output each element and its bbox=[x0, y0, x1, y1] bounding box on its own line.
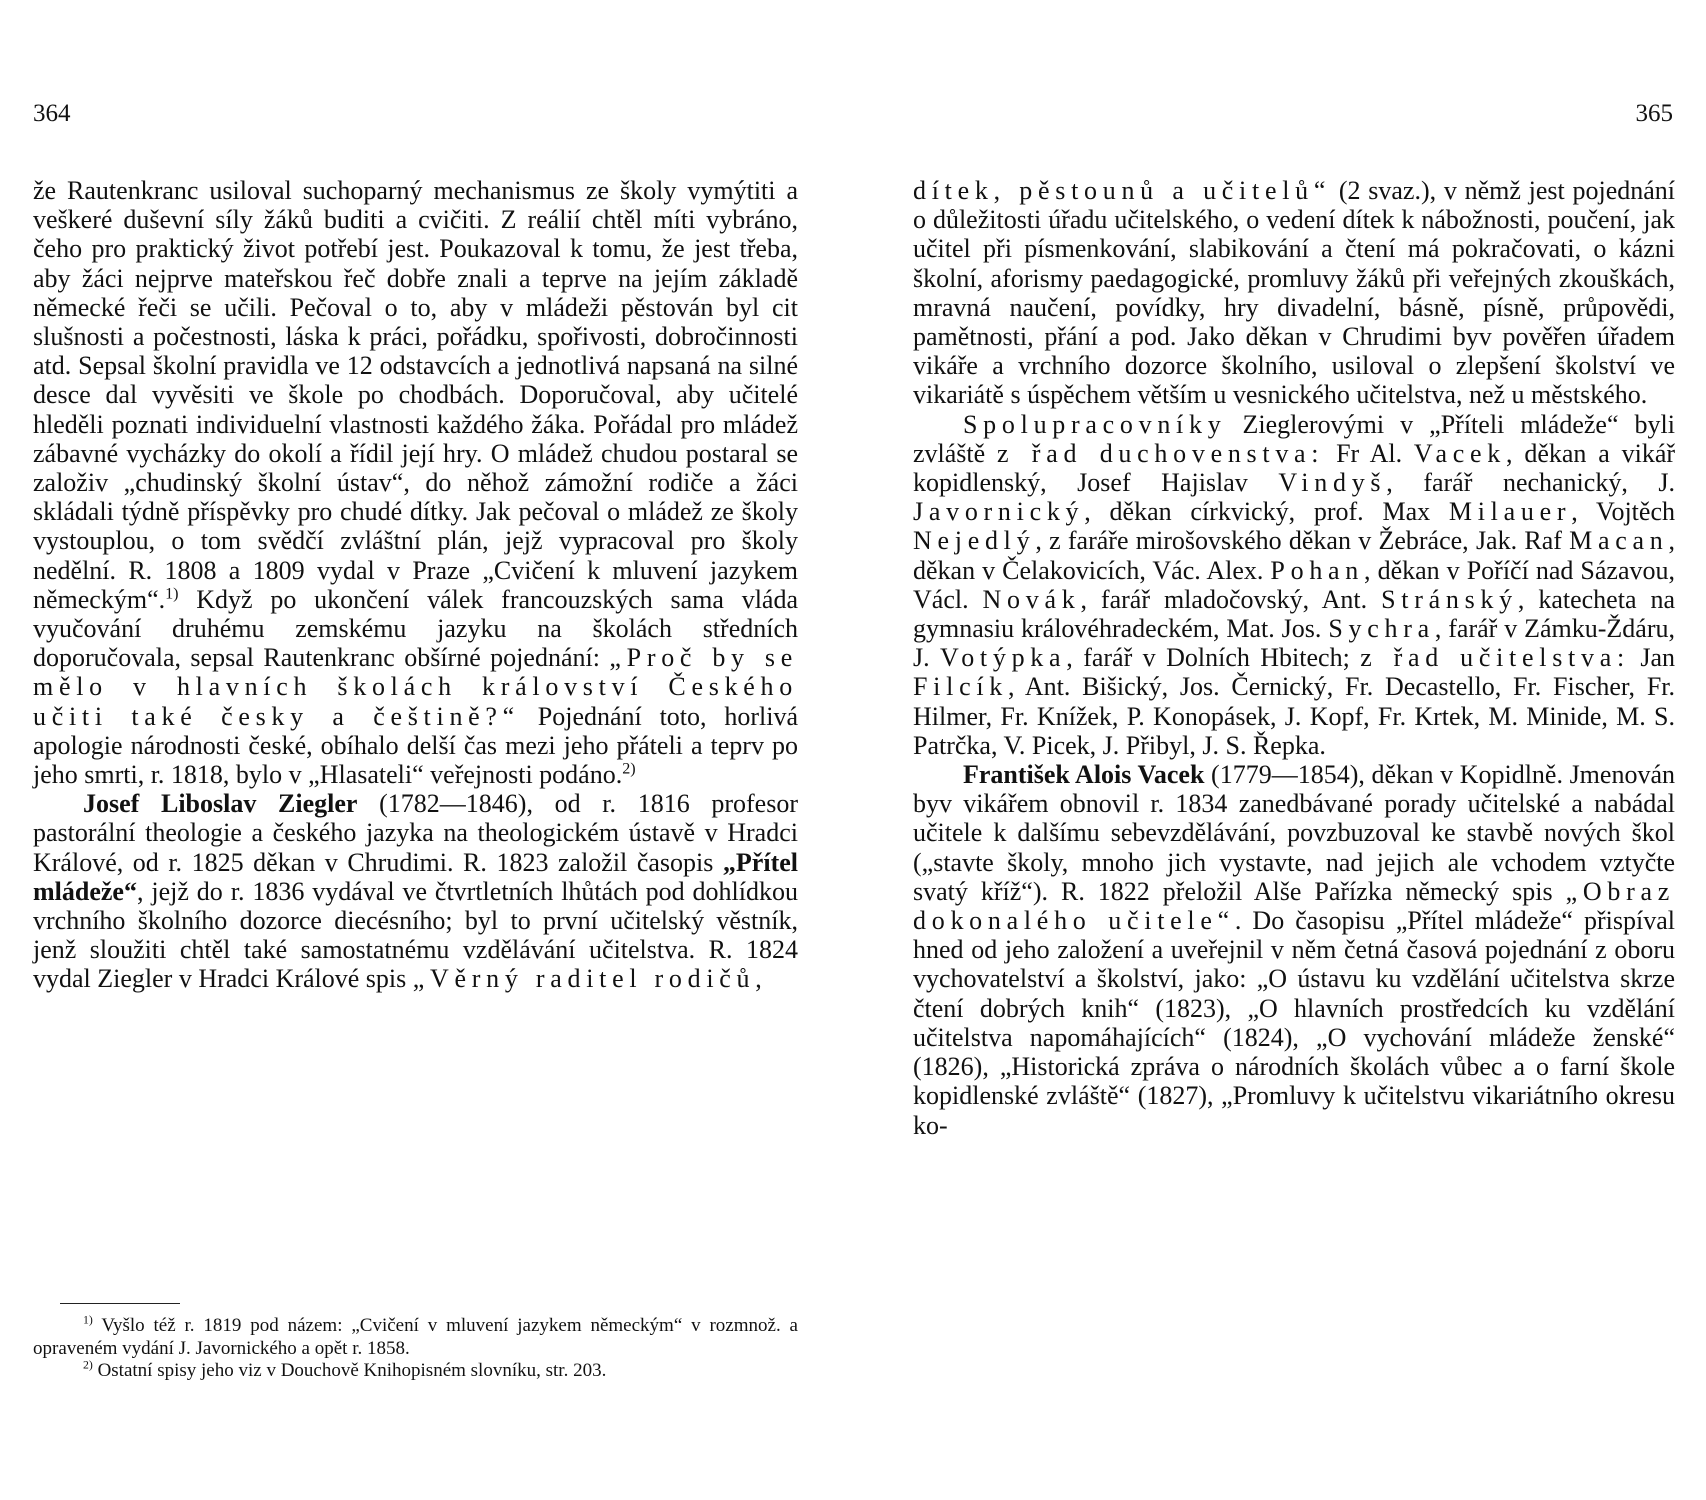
text-run: , děkan a vikář kopidlenský, Josef Hajislav bbox=[913, 438, 1676, 498]
paragraph-rautenkranc bbox=[33, 176, 798, 789]
paragraph-vacek bbox=[913, 760, 1675, 1140]
spaced-title: dítek, pěstounů a učitelů“ bbox=[913, 176, 1332, 205]
spaced-name: Vindyš bbox=[1278, 468, 1387, 498]
spaced-name: Pohan bbox=[1270, 555, 1365, 585]
spaced-name: Vacek bbox=[1413, 438, 1507, 468]
text-run: Pojednání toto, horlivá apologie národnosti české, obíhalo delší čas mezi jeho přáteli a teprv po jeho smrti, r. 1818, bylo v „Hlasateli“ veřejnosti podáno. bbox=[33, 701, 798, 790]
text-run: , jejž do r. 1836 vydával ve čtvrtletních lhůtách pod dohlídkou vrchního školního dozorce diecésního; byl to první učitelský věstník, jenž sloužiti chtěl také samostatnému vzdělávání učitelstva. R. 1824 vydal Ziegler v Hradci Králové spis bbox=[33, 876, 798, 994]
spaced-title: „Proč by se mělo v hlavních školách království Českého učiti také česky a češtině?“ bbox=[33, 643, 799, 731]
spaced-heading: Spolupracovníky bbox=[963, 409, 1227, 439]
footnote-marker-1: 1) bbox=[83, 1313, 93, 1327]
footnote-marker-2: 2) bbox=[83, 1358, 93, 1372]
text-run: , Ant. Bišický, Jos. Černický, Fr. Decastello, Fr. Fischer, Fr. Hilmer, Fr. Knížek, P. Konopásek, J. Kopf, Fr. Krtek, M. Minide, M. S. Patrčka, V. Picek, J. Přibyl, J. S. Řepka. bbox=[913, 672, 1675, 760]
text-run: . Do časopisu „Přítel mládeže“ přispíval hned od jeho založení a uveřejnil v něm četná časová pojednání z oboru vychovatelství a školství, jako: „O ústavu ku vzdělání učitelstva skrze čtení dobrých knih“ (1823), „O hlavních prostředcích ku vzdělání učitelstva napomáhajících“ (1824), „O vychování mládeže ženské“ (1826), „Historická zpráva o národních školách vůbec a o farní škole kopidlenské zvláště“ (1827), „Promluvy k učitelstvu vikariátního okresu ko- bbox=[913, 906, 1675, 1140]
text-run: , Vojtěch bbox=[1571, 497, 1675, 527]
paragraph-collaborators bbox=[913, 410, 1675, 760]
footnote-rule bbox=[60, 1303, 180, 1304]
spaced-name: Milauer bbox=[1448, 497, 1572, 527]
text-run: , farář nechanický, J. bbox=[1386, 468, 1676, 498]
text-run: Fr Al. bbox=[1324, 438, 1414, 468]
text-run: , děkan v Čelakovicích, Vác. Alex. bbox=[913, 526, 1675, 585]
text-run: (1779—1854), děkan v Kopidlně. Jmenován byv vikářem obnovil r. 1834 zanedbávané porady učitelské a nabádal učitele k dalšímu sebevzdělávání, povzbuzoval ke stavbě nových škol („stavte školy, mnoho jich vystavte, nad jejich ale vchodem vztyčte svatý kříž“). R. 1822 přeložil Alše Pařízka německý spis bbox=[913, 760, 1675, 906]
bold-name: Josef Liboslav Ziegler bbox=[83, 789, 358, 819]
spaced-name: Nejedlý bbox=[913, 526, 1036, 556]
page-number-right: 365 bbox=[1635, 100, 1673, 127]
footnote-ref-1: 1) bbox=[165, 585, 179, 603]
spaced-name: Novák bbox=[982, 584, 1081, 614]
spaced-name: Macan bbox=[1569, 526, 1669, 556]
spaced-name: Stránský bbox=[1381, 584, 1518, 614]
text-run: , děkan církvický, prof. Max bbox=[1084, 497, 1449, 527]
spaced-name: Votýpka bbox=[940, 643, 1067, 673]
footnote-text: Ostatní spisy jeho viz v Douchově Knihopisném slovníku, str. 203. bbox=[97, 1360, 607, 1381]
spaced-title: „Obraz dokonalého učitele“ bbox=[913, 876, 1675, 936]
left-column-text bbox=[33, 176, 798, 994]
page-number-left: 364 bbox=[33, 100, 71, 127]
text-run: že Rautenkranc usiloval suchoparný mechanismus ze školy vymýtiti a veškeré duševní síly žáků buditi a cvičiti. Z reálií chtěl míti vybráno, čeho pro praktický život potřebí jest. Poukazoval k tomu, že jest třeba, aby žáci nejprve mateřskou řeč dobře znali a teprve na jejím základě německé řeči se učili. Pečoval o to, aby v mládeži pěstován byl cit slušnosti a počestnosti, láska k práci, pořádku, spořivosti, dobročinnosti atd. Sepsal školní pravidla ve 12 odstavcích a jednotlivá napsaná na silné desce dal vyvěsiti ve škole po chodbách. Doporučoval, aby učitelé hleděli poznati individuelní vlastnosti každého žáka. Pořádal pro mládež zábavné vycházky do okolí a řídil její hry. O mládež chudou postaral se založiv „chudinský školní ústav“, do něhož zámožní rodiče a žáci skládali týdně příspěvky pro chudé dítky. Jak pečoval o mládež ze školy vystouplou, o tom svědčí zvláštní plán, jejž vypracoval pro školy nedělní. R. 1808 a 1809 vydal v Praze „Cvičení k mluvení jazykem německým“. bbox=[33, 176, 798, 614]
right-page bbox=[853, 0, 1706, 1500]
spaced-name: Filcík bbox=[913, 672, 1008, 702]
footnote-text: Vyšlo též r. 1819 pod názem: „Cvičení v mluvení jazykem německým“ v rozmnož. a opraveném vydání J. Javornického a opět r. 1858. bbox=[33, 1315, 798, 1359]
text-run: Když po ukončení válek francouzských sama vláda vyučování druhému zemskému jazyku na školách středních doporučovala, sepsal Rautenkranc obšírné pojednání: bbox=[33, 584, 798, 673]
spaced-phrase: z řad duchovenstva: bbox=[997, 438, 1325, 468]
text-run: , farář v Zámku-Ždáru, J. bbox=[913, 614, 1675, 673]
text-run: , katecheta na gymnasiu královéhradeckém, Mat. Jos. bbox=[913, 584, 1675, 644]
text-run: Jan bbox=[1629, 643, 1675, 673]
spaced-name: Sychra bbox=[1328, 614, 1435, 644]
footnotes bbox=[33, 1315, 798, 1383]
text-run: , děkan v Poříčí nad Sázavou, Václ. bbox=[913, 555, 1676, 614]
footnote-1 bbox=[33, 1315, 798, 1360]
spaced-title: „Věrný raditel rodičů, bbox=[412, 964, 768, 994]
text-run: Zieglerovými v „Příteli mládeže“ byli zvláště bbox=[913, 409, 1675, 468]
paragraph-ziegler bbox=[33, 789, 798, 993]
spaced-name: Javornický bbox=[913, 497, 1085, 527]
text-run: , farář mladočovský, Ant. bbox=[1080, 584, 1382, 614]
text-run: (2 svaz.), v němž jest pojednání o důležitosti úřadu učitelského, o vedení dítek k nábožnosti, poučení, jak učitel při písmenkování, slabikování a čtení má pokračovati, o kázni školní, aforismy paedagogické, promluvy žáků při veřejných zkouškách, mravná naučení, povídky, hry divadelní, básně, písně, průpovědi, pamětnosti, přání a pod. Jako děkan v Chrudimi byv pověřen úřadem vikáře a vrchního dozorce školního, usiloval o zlepšení školství ve vikariátě s úspěchem větším u vesnického učitelstva, než u městského. bbox=[913, 176, 1676, 410]
bold-journal-title: „Přítel mládeže“ bbox=[33, 847, 798, 906]
footnote-ref-2: 2) bbox=[622, 760, 636, 778]
footnote-2 bbox=[33, 1360, 798, 1383]
bold-name: František Alois Vacek bbox=[963, 760, 1205, 790]
text-run: , z faráře mirošovského děkan v Žebráce, Jak. Raf bbox=[1035, 526, 1570, 556]
paragraph-continuation bbox=[913, 176, 1675, 410]
spaced-phrase: z řad učitelstva: bbox=[1360, 643, 1630, 673]
text-run: (1782—1846), od r. 1816 profesor pastorální theologie a českého jazyka na theologickém ústavě v Hradci Králové, od r. 1825 děkan v Chrudimi. R. 1823 založil časopis bbox=[33, 789, 798, 877]
text-run: , farář v Dolních Hbitech; bbox=[1066, 643, 1361, 673]
right-column-text bbox=[913, 176, 1675, 1140]
